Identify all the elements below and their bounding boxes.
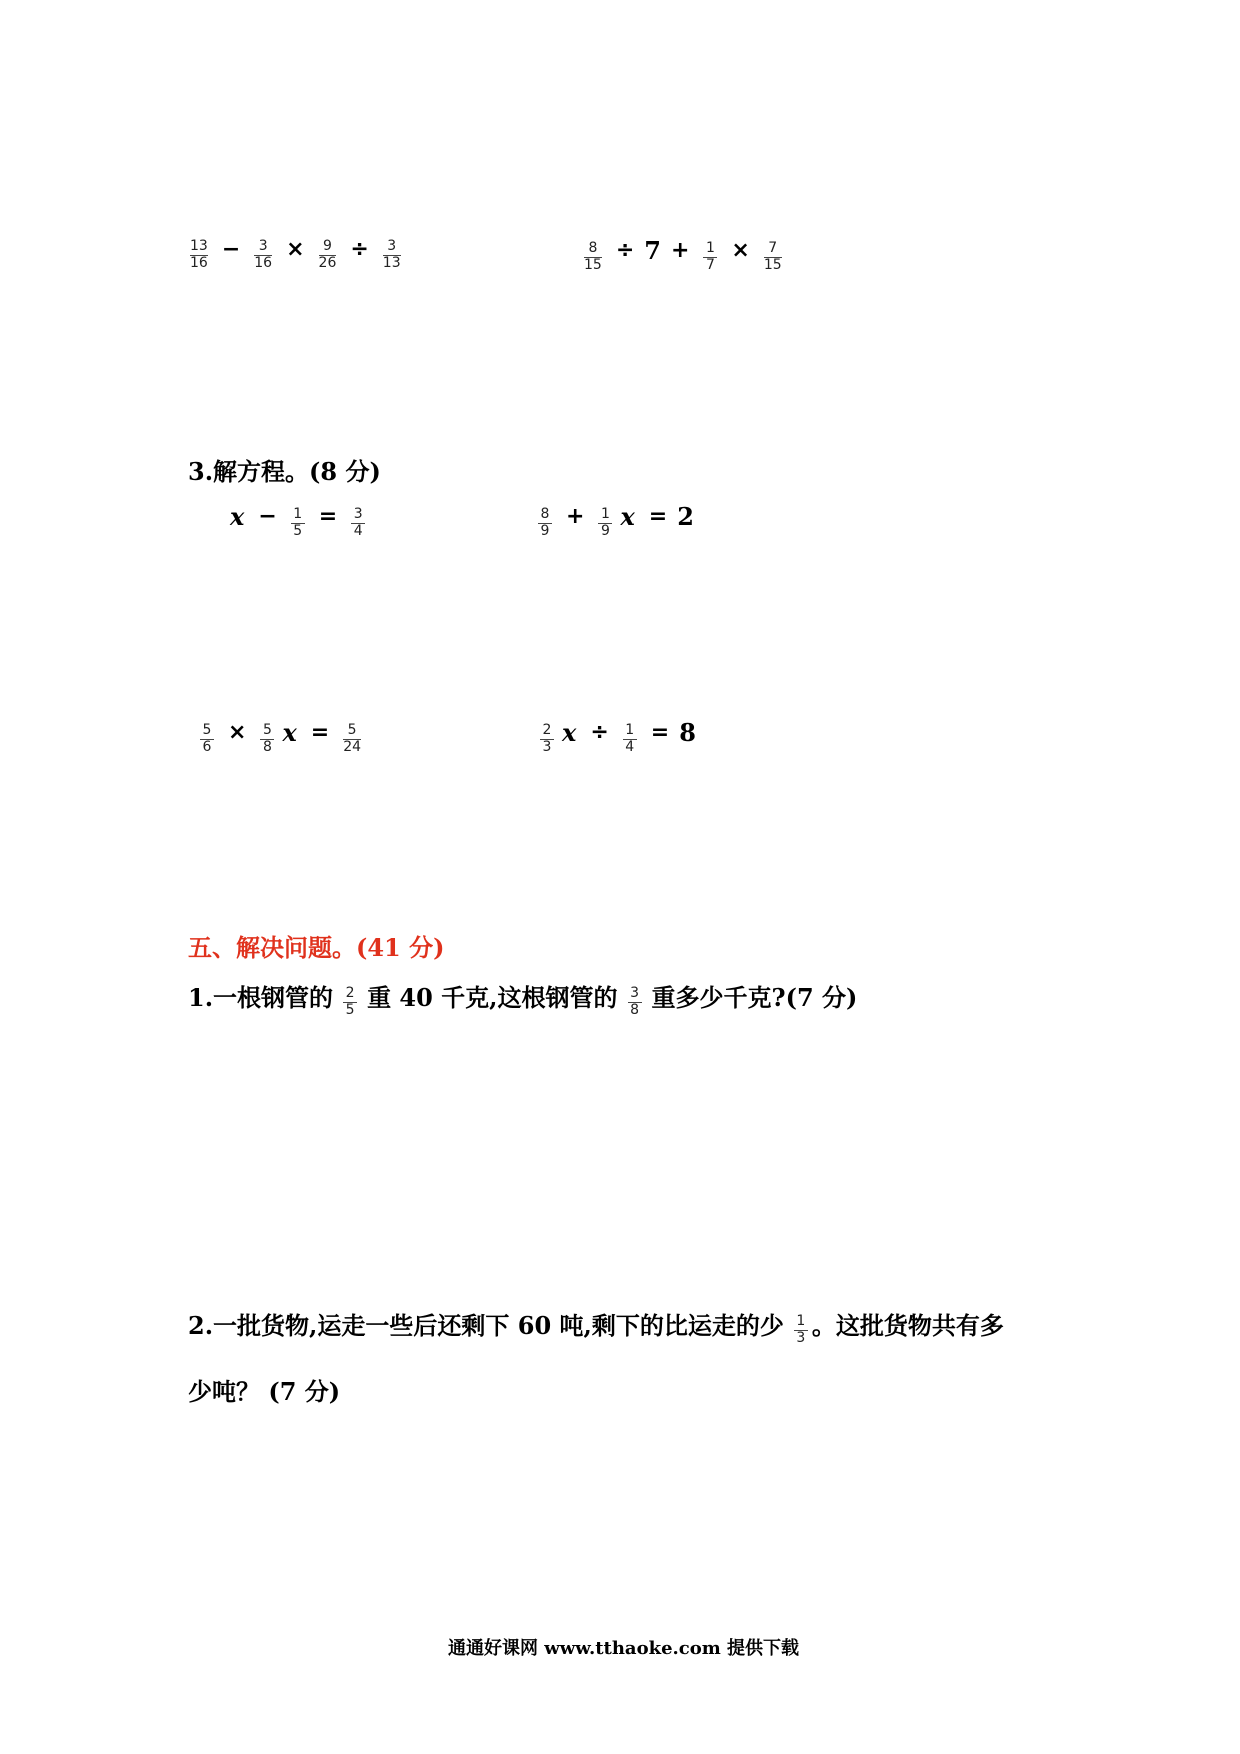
operator: × [731, 238, 750, 263]
operator: × [228, 720, 247, 745]
problem-text: 重 40 千克,这根钢管的 [367, 983, 618, 1012]
operator: ÷ [615, 238, 635, 263]
problem-text: 重多少千克?(7 分) [651, 983, 858, 1012]
fraction: $\frac{1}{7}$ [703, 240, 717, 266]
footer-text: 通通好课网 www.tthaoke.com 提供下载 [448, 1638, 800, 1659]
calc-expression-2 [580, 236, 786, 273]
fraction: $\frac{2}{3}$ [540, 722, 554, 748]
fraction: $\frac{3}{13}$ [382, 238, 401, 271]
section5-title: 五、解决问题。(41 分) [188, 933, 445, 962]
operator: − [258, 504, 277, 529]
problem-2 [188, 1306, 1004, 1346]
variable-x: x [230, 502, 245, 531]
fraction: $\frac{2}{5}$ [343, 985, 357, 1011]
fraction: $\frac{9}{26}$ [318, 238, 337, 271]
problem-text: 2.一批货物,运走一些后还剩下 60 吨,剩下的比运走的少 [188, 1311, 784, 1340]
fraction: $\frac{1}{5}$ [291, 506, 305, 532]
fraction: $\frac{5}{24}$ [343, 721, 362, 755]
problem-2-line-2: 少吨？ (7 分) [188, 1377, 341, 1406]
operator: ÷ [350, 236, 369, 262]
equals-sign: = [310, 720, 330, 745]
fraction: $\frac{1}{4}$ [623, 722, 637, 748]
operator: − [221, 236, 241, 262]
fraction: $\frac{3}{4}$ [351, 506, 365, 532]
fraction: $\frac{1}{3}$ [794, 1313, 808, 1339]
operator: × [286, 236, 305, 262]
equals-sign: = [318, 504, 338, 529]
operator: ÷ [590, 720, 609, 745]
rhs-value: 2 [677, 502, 694, 531]
section3-title: 3.解方程。(8 分) [188, 457, 381, 486]
fraction: $\frac{3}{8}$ [628, 985, 642, 1011]
fraction: $\frac{7}{15}$ [763, 239, 782, 273]
equation-1 [226, 502, 369, 539]
fraction: $\frac{8}{15}$ [584, 239, 602, 273]
variable-x: x [562, 718, 577, 747]
equals-sign: = [648, 504, 668, 529]
fraction: $\frac{8}{9}$ [538, 506, 552, 532]
fraction: $\frac{3}{16}$ [254, 238, 273, 271]
fraction: $\frac{5}{8}$ [260, 722, 274, 748]
problem-1 [188, 978, 858, 1018]
problem-text: 。这批货物共有多 [811, 1311, 1004, 1340]
operator: + [566, 504, 585, 529]
variable-x: x [620, 502, 635, 531]
equation-2 [534, 502, 694, 539]
variable-x: x [282, 718, 297, 747]
equation-4 [536, 718, 696, 755]
fraction: $\frac{13}{16}$ [190, 238, 208, 271]
equation-3 [196, 718, 365, 755]
calc-expression-1 [186, 236, 405, 271]
integer: 7 [644, 236, 661, 265]
equals-sign: = [650, 720, 670, 745]
fraction: $\frac{5}{6}$ [200, 722, 214, 748]
operator: + [670, 238, 690, 263]
problem-text: 1.一根钢管的 [188, 983, 334, 1012]
rhs-value: 8 [679, 718, 696, 747]
fraction: $\frac{1}{9}$ [598, 506, 612, 532]
